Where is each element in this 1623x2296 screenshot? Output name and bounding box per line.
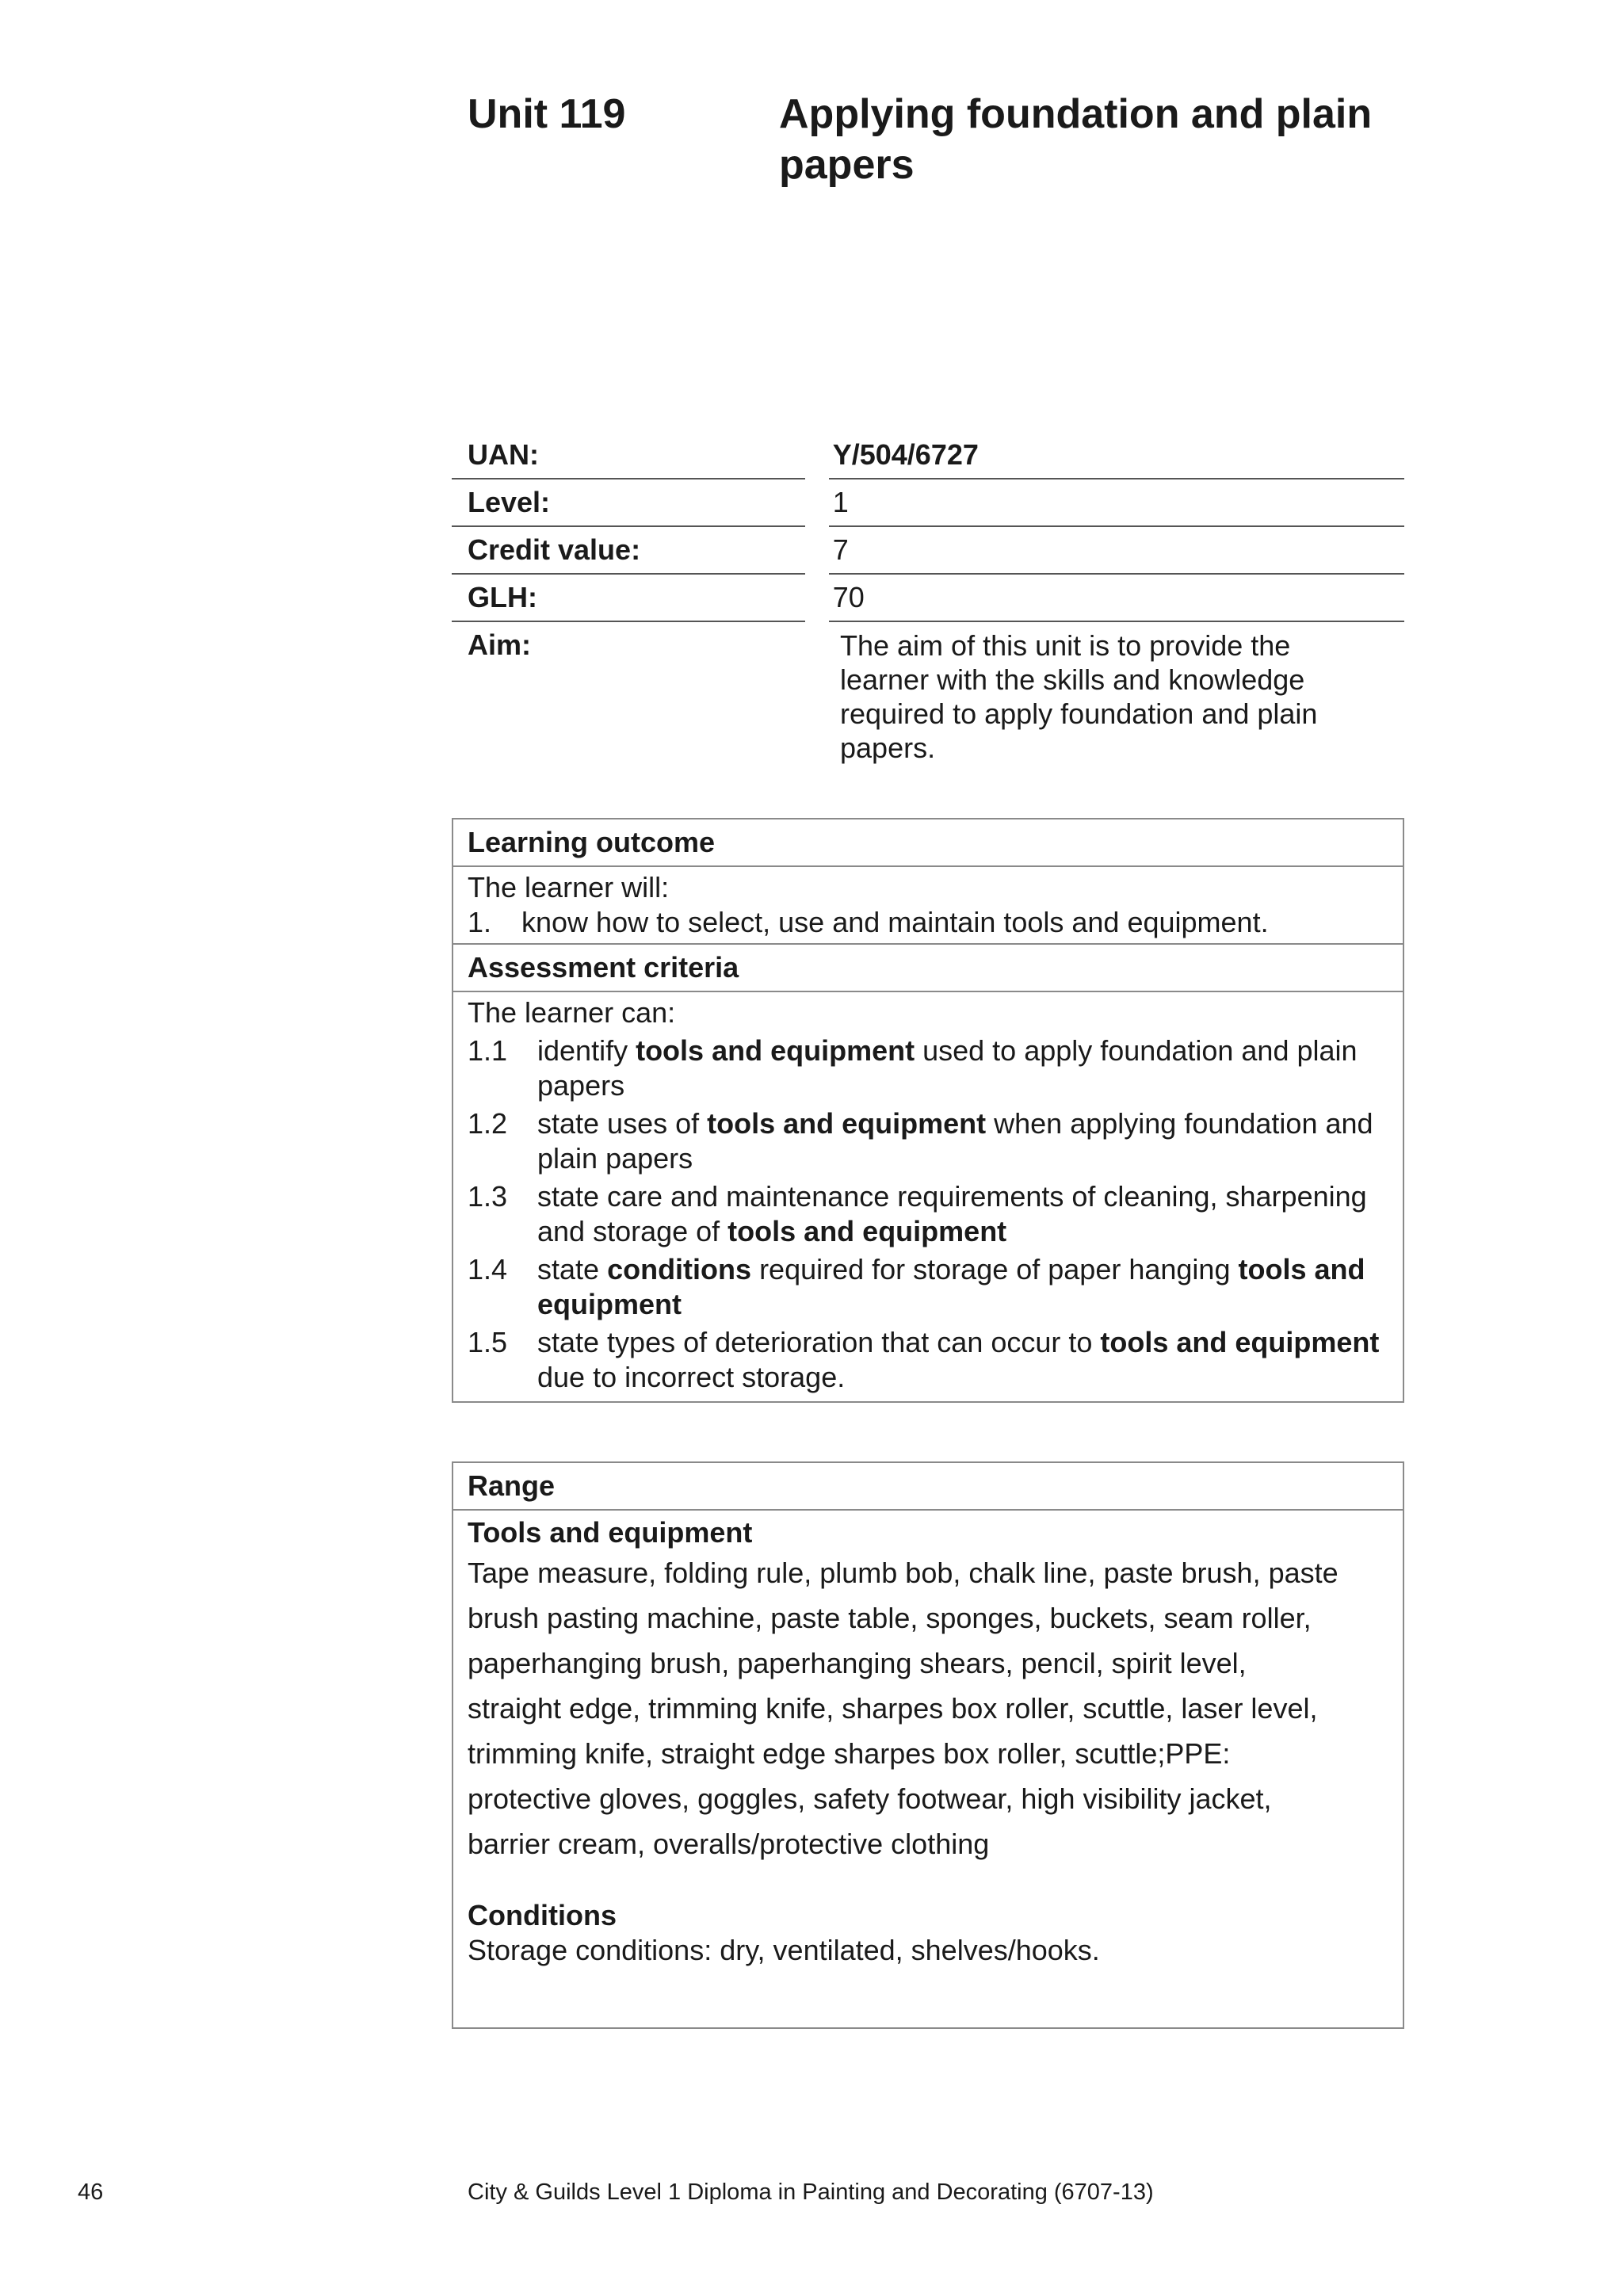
glh-label: GLH: <box>452 575 805 622</box>
credit-value: 7 <box>829 527 1404 575</box>
criterion-1-1 <box>468 1033 1388 1103</box>
info-row-level <box>452 479 1404 527</box>
info-row-glh <box>452 575 1404 622</box>
range-cell <box>453 1511 1403 1971</box>
glh-value: 70 <box>829 575 1404 622</box>
uan-label: UAN: <box>452 432 805 479</box>
assessment-criteria-cell <box>453 992 1403 1401</box>
aim-label: Aim: <box>468 628 531 661</box>
criterion-number: 1.1 <box>468 1034 508 1067</box>
info-row-uan <box>452 432 1404 479</box>
criterion-number: 1.4 <box>468 1253 508 1286</box>
criterion-text: state conditions required for storage of paper hanging tools and equipment <box>537 1253 1365 1320</box>
footer-text: City & Guilds Level 1 Diploma in Painting and Decorating (6707-13) <box>468 2179 1154 2205</box>
page-number: 46 <box>78 2179 104 2205</box>
criterion-text: state care and maintenance requirements of cleaning, sharpening and storage of tools and equipment <box>537 1180 1367 1247</box>
criterion-1-3 <box>468 1179 1388 1249</box>
credit-label: Credit value: <box>452 527 805 575</box>
unit-number: Unit 119 <box>468 91 626 137</box>
unit-info-table <box>452 432 1404 771</box>
criterion-1-5 <box>468 1325 1388 1395</box>
info-row-credit <box>452 527 1404 575</box>
learning-outcome-item <box>468 905 1388 940</box>
criterion-number: 1.2 <box>468 1107 508 1140</box>
info-row-aim <box>452 622 1404 771</box>
learning-outcome-table <box>452 818 1404 1403</box>
range-table <box>452 1461 1404 2029</box>
level-label: Level: <box>452 479 805 527</box>
tools-text: Tape measure, folding rule, plumb bob, chalk line, paste brush, paste brush pasting machine, paste table, sponges, buckets, seam roller, paperhanging brush, paperhanging shears, pencil, spirit level, straight edge, trimming knife, sharpes box roller, scuttle, laser level, trimming knife, straight edge sharpes box roller, scuttle;PPE: protective gloves, goggles, safety footwear, high visibility jacket, barrier cream, overalls/protective clothing <box>468 1557 1338 1860</box>
learning-outcome-number: 1. <box>468 906 492 938</box>
assessment-intro: The learner can: <box>468 996 676 1029</box>
conditions-text: Storage conditions: dry, ventilated, shelves/hooks. <box>468 1934 1100 1966</box>
unit-title: Applying foundation and plain papers <box>779 91 1373 188</box>
learning-outcome-intro: The learner will: <box>468 871 670 904</box>
level-value: 1 <box>829 479 1404 527</box>
criterion-text: state types of deterioration that can occur to tools and equipment due to incorrect storage. <box>537 1326 1380 1393</box>
assessment-criteria-heading: Assessment criteria <box>453 945 1403 992</box>
criterion-text: state uses of tools and equipment when applying foundation and plain papers <box>537 1107 1373 1175</box>
conditions-heading: Conditions <box>468 1899 617 1931</box>
criterion-number: 1.5 <box>468 1326 508 1358</box>
range-heading: Range <box>453 1463 1403 1511</box>
learning-outcome-cell <box>453 867 1403 945</box>
criterion-text: identify tools and equipment used to apply foundation and plain papers <box>537 1034 1358 1102</box>
criterion-number: 1.3 <box>468 1180 508 1213</box>
criterion-1-4 <box>468 1252 1388 1322</box>
criterion-1-2 <box>468 1106 1388 1176</box>
uan-value: Y/504/6727 <box>829 432 1404 479</box>
aim-value: The aim of this unit is to provide the learner with the skills and knowledge required to apply foundation and plain papers. <box>840 629 1318 764</box>
learning-outcome-text: know how to select, use and maintain tools and equipment. <box>521 906 1269 938</box>
tools-heading: Tools and equipment <box>468 1516 753 1549</box>
learning-outcome-heading: Learning outcome <box>453 819 1403 867</box>
